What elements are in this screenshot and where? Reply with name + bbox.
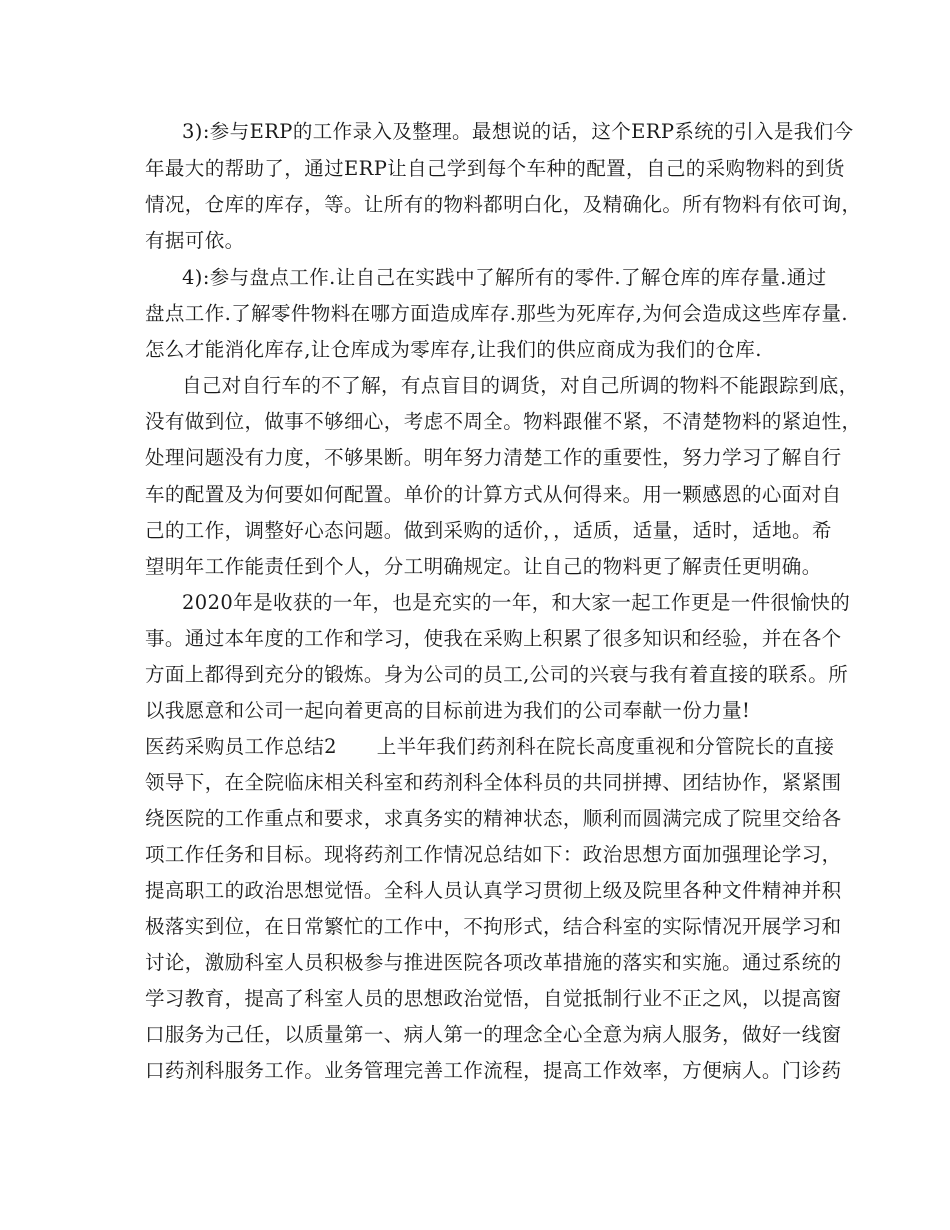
text-line: 提高职工的政治思想觉悟。全科人员认真学习贯彻上级及院里各种文件精神并积 xyxy=(145,879,842,902)
text-line: 盘点工作.了解零件物料在哪方面造成库存.那些为死库存,为何会造成这些库存量. xyxy=(145,302,848,325)
text-line: 2020年是收获的一年，也是充实的一年，和大家一起工作更是一件很愉快的 xyxy=(182,591,851,614)
text-line: 情况，仓库的库存，等。让所有的物料都明白化，及精确化。所有物料有依可询， xyxy=(145,193,862,216)
text-line: 己的工作，调整好心态问题。做到采购的适价，，适质，适量，适时，适地。希 xyxy=(145,519,832,542)
text-line: 口药剂科服务工作。业务管理完善工作流程，提高工作效率，方便病人。门诊药 xyxy=(145,1059,842,1082)
text-line: 处理问题没有力度，不够果断。明年努力清楚工作的重要性，努力学习了解自行 xyxy=(145,446,842,469)
text-line: 事。通过本年度的工作和学习，使我在采购上积累了很多知识和经验，并在各个 xyxy=(145,627,842,650)
text-line: 自己对自行车的不了解，有点盲目的调货，对自己所调的物料不能跟踪到底， xyxy=(182,374,859,397)
text-line: 以我愿意和公司一起向着更高的目标前进为我们的公司奉献一份力量! xyxy=(145,699,751,722)
text-line: 没有做到位，做事不够细心，考虑不周全。物料跟催不紧，不清楚物料的紧迫性， xyxy=(145,410,862,433)
text-line: 讨论，激励科室人员积极参与推进医院各项改革措施的落实和实施。通过系统的 xyxy=(145,951,842,974)
text-line: 学习教育，提高了科室人员的思想政治觉悟，自觉抵制行业不正之风，以提高窗 xyxy=(145,987,842,1010)
text-line: 领导下，在全院临床相关科室和药剂科全体科员的共同拼搏、团结协作，紧紧围 xyxy=(145,771,842,794)
text-line: 项工作任务和目标。现将药剂工作情况总结如下：政治思想方面加强理论学习， xyxy=(145,843,842,866)
text-line: 车的配置及为何要如何配置。单价的计算方式从何得来。用一颗感恩的心面对自 xyxy=(145,483,842,506)
text-line: 口服务为己任，以质量第一、病人第一的理念全心全意为病人服务，做好一线窗 xyxy=(145,1023,842,1046)
text-line: 医药采购员工作总结2 上半年我们药剂科在院长高度重视和分管院长的直接 xyxy=(145,735,835,758)
text-line: 4):参与盘点工作.让自己在实践中了解所有的零件.了解仓库的库存量.通过 xyxy=(182,266,827,289)
text-line: 年最大的帮助了，通过ERP让自己学到每个车种的配置，自己的采购物料的到货 xyxy=(145,157,845,180)
text-line: 方面上都得到充分的锻炼。身为公司的员工,公司的兴衰与我有着直接的联系。所 xyxy=(145,663,849,686)
text-line: 有据可依。 xyxy=(145,229,245,252)
text-line: 望明年工作能责任到个人，分工明确规定。让自己的物料更了解责任更明确。 xyxy=(145,555,822,578)
text-line: 怎么才能消化库存,让仓库成为零库存,让我们的供应商成为我们的仓库. xyxy=(145,338,762,361)
text-line: 3):参与ERP的工作录入及整理。最想说的话，这个ERP系统的引入是我们今 xyxy=(182,120,854,143)
text-line: 绕医院的工作重点和要求，求真务实的精神状态，顺利而圆满完成了院里交给各 xyxy=(145,807,842,830)
text-line: 极落实到位，在日常繁忙的工作中，不拘形式，结合科室的实际情况开展学习和 xyxy=(145,915,842,938)
